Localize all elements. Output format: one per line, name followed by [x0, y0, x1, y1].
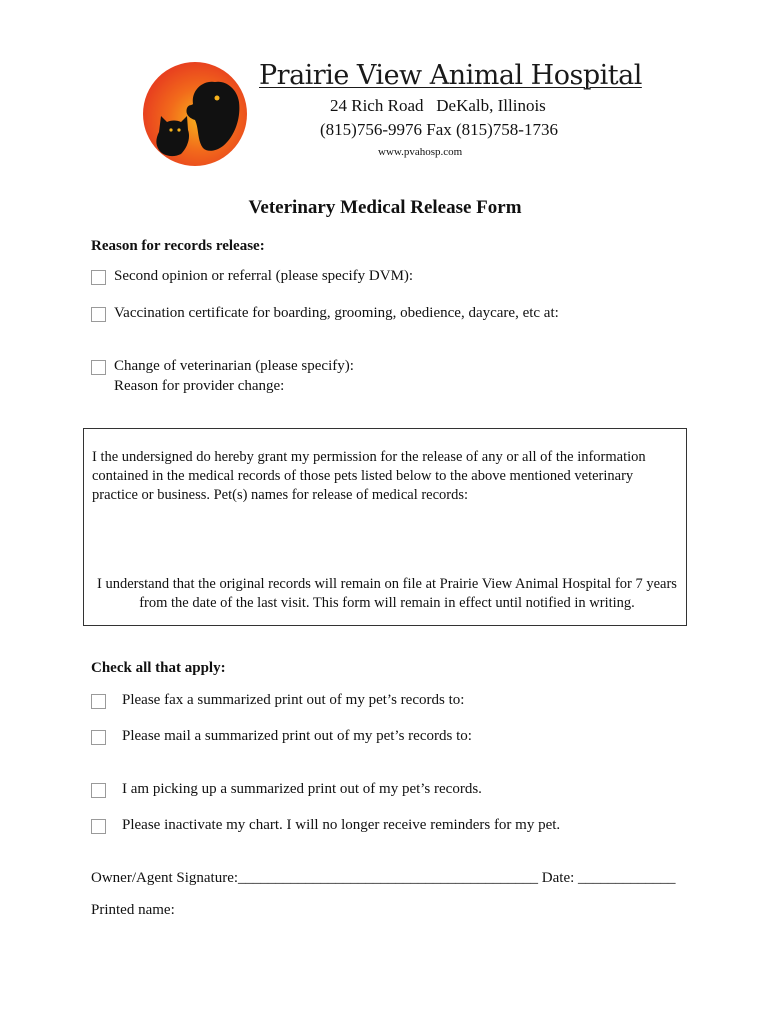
provider-change-label: Reason for provider change: — [114, 378, 285, 394]
option-fax-checkbox[interactable] — [91, 694, 106, 709]
option-pickup-checkbox[interactable] — [91, 783, 106, 798]
signature-line: Owner/Agent Signature:________________________________________ Date: _____________ — [91, 870, 676, 886]
reason-vaccination-label: Vaccination certificate for boarding, grooming, obedience, daycare, etc at: — [114, 305, 559, 321]
hospital-address: 24 Rich Road DeKalb, Illinois — [330, 96, 546, 115]
hospital-logo — [141, 60, 249, 168]
option-fax-label: Please fax a summarized print out of my pet’s records to: — [122, 692, 465, 708]
hospital-phone: (815)756-9976 Fax (815)758-1736 — [320, 120, 558, 139]
hospital-name: Prairie View Animal Hospital — [259, 60, 642, 91]
check-all-label: Check all that apply: — [91, 660, 226, 676]
reason-second-opinion-label: Second opinion or referral (please specify DVM): — [114, 268, 414, 284]
reason-label: Reason for records release: — [91, 238, 265, 254]
reason-change-vet-label: Change of veterinarian (please specify): — [114, 358, 354, 374]
cat-silhouette-icon — [156, 116, 189, 156]
option-inactivate-checkbox[interactable] — [91, 819, 106, 834]
reason-second-opinion-checkbox[interactable] — [91, 270, 106, 285]
reason-change-vet-checkbox[interactable] — [91, 360, 106, 375]
permission-box — [83, 428, 687, 626]
reason-vaccination-checkbox[interactable] — [91, 307, 106, 322]
retention-note: I understand that the original records will remain on file at Prairie View Animal Hospital for 7 years from the date of the last visit. This form will remain in effect until notified in writing. — [97, 576, 677, 611]
hospital-website: www.pvahosp.com — [378, 146, 463, 158]
permission-text: I the undersigned do hereby grant my permission for the release of any or all of the information contained in the medical records of those pets listed below to the above mentioned veterinary practice or business. Pet(s) names for release of medical records: — [92, 449, 646, 503]
option-mail-label: Please mail a summarized print out of my pet’s records to: — [122, 728, 472, 744]
form-title: Veterinary Medical Release Form — [248, 197, 522, 218]
option-pickup-label: I am picking up a summarized print out of my pet’s records. — [122, 781, 482, 797]
option-inactivate-label: Please inactivate my chart. I will no longer receive reminders for my pet. — [122, 817, 561, 833]
option-mail-checkbox[interactable] — [91, 730, 106, 745]
printed-name-label: Printed name: — [91, 902, 175, 918]
